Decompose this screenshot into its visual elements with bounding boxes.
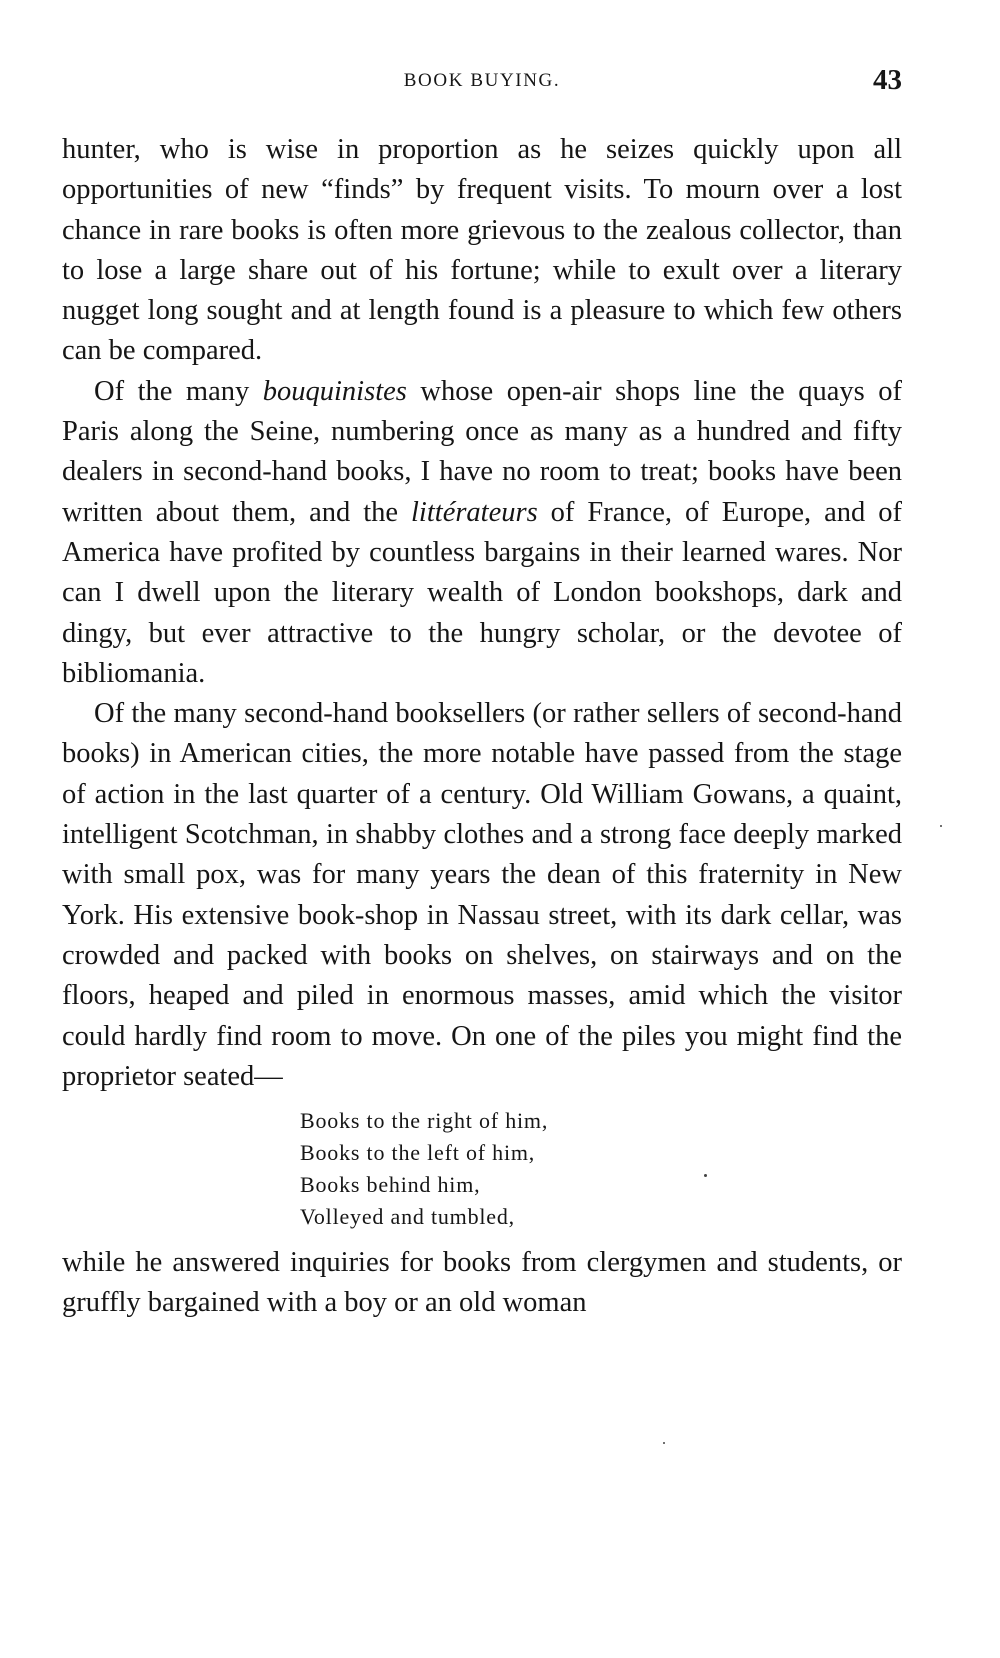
italic-term-litterateurs: littérateurs xyxy=(411,496,538,528)
running-title: BOOK BUYING. xyxy=(403,70,561,91)
paragraph-american-booksellers xyxy=(62,694,902,1097)
running-head xyxy=(62,64,902,98)
body-text xyxy=(62,130,902,1324)
text-run: while he answered inquiries for books from clergymen and students, or gruffly bargained with a boy or an old woman xyxy=(62,1247,902,1319)
paragraph-continuation xyxy=(62,130,902,372)
verse-line: Books to the left of him, xyxy=(300,1140,536,1166)
text-run: Of the many second-hand booksellers (or rather sellers of second-hand books) in American cities, the more notable have passed from the stage of action in the last quarter of a century. Old William Gowans, a quaint, intelligent Scotchman, in shabby clothes and a strong face deeply marked with small pox, was for many years the dean of this fraternity in New York. His extensive book-shop in Nassau street, with its dark cellar, was crowded and packed with books on shelves, on stairways and on the floors, heaped and piled in enormous masses, amid which the visitor could hardly find room to move. On one of the piles you might find the proprietor seated— xyxy=(62,698,902,1092)
print-speck xyxy=(940,825,942,827)
print-speck xyxy=(663,1442,665,1444)
page-number: 43 xyxy=(873,64,902,96)
verse-line: Books to the right of him, xyxy=(300,1108,549,1134)
italic-term-bouquinistes: bouquinistes xyxy=(262,375,407,407)
verse-line: Volleyed and tumbled, xyxy=(300,1204,515,1230)
text-run: hunter, who is wise in proportion as he seizes quickly upon all opportunities of new “finds” by frequent visits. To mourn over a lost chance in rare books is often more grievous to the zealous collector, than to lose a large share out of his fortune; while to exult over a literary nugget long sought and at length found is a pleasure to which few others can be compared. xyxy=(62,134,902,367)
text-run: whose open-air shops line the quays of Paris along the Seine, numbering once as many as a hundred and fifty dealers in second-hand books, I have no room to treat; books have been written about them, and the xyxy=(62,375,902,528)
text-run: of France, of Europe, and of America have profited by countless bargains in their learned wares. Nor can I dwell upon the literary wealth of London bookshops, dark and dingy, but ever attractive to the hungry scholar, or the devotee of bibliomania. xyxy=(62,496,903,689)
verse-quotation xyxy=(300,1105,902,1233)
print-speck xyxy=(704,1174,707,1177)
text-run: Of the many xyxy=(94,375,263,407)
paragraph-bouquinistes xyxy=(62,372,902,694)
verse-line: Books behind him, xyxy=(300,1172,481,1198)
paragraph-closing xyxy=(62,1243,902,1324)
